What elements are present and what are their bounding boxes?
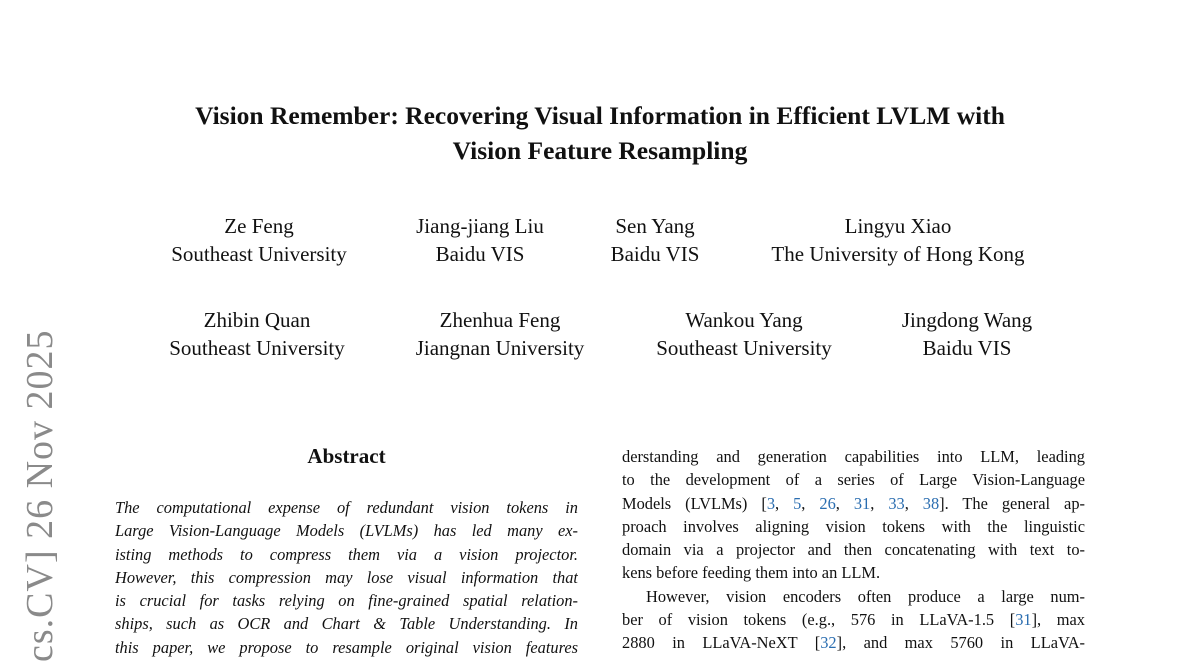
author-block [402, 306, 598, 362]
abstract-line: this paper, we propose to resample original vision features [115, 637, 578, 657]
introduction-body [622, 445, 1085, 655]
author-name: Wankou Yang [685, 308, 803, 332]
author-affiliation: Southeast University [171, 242, 347, 266]
author-name: Zhibin Quan [203, 308, 311, 332]
intro-line: domain via a projector and then concatenating with text to- [622, 540, 1085, 560]
author-block [600, 212, 710, 268]
intro-line: However, vision encoders often produce a large num- [646, 586, 1085, 606]
abstract-line: Large Vision-Language Models (LVLMs) has led many ex- [115, 521, 578, 541]
paper-title-line-1: Vision Remember: Recovering Visual Information in Efficient LVLM with [195, 101, 1005, 130]
author-name: Ze Feng [224, 214, 294, 238]
author-affiliation: Baidu VIS [610, 242, 700, 266]
citation-link[interactable]: 38 [922, 493, 940, 513]
intro-line: 2880 in LLaVA-NeXT [32], and max 5760 in LLaVA- [622, 633, 1085, 653]
abstract-body [115, 496, 578, 659]
author-block [405, 212, 555, 268]
author-affiliation: Baidu VIS [435, 242, 525, 266]
paper-title-line-2: Vision Feature Resampling [452, 136, 748, 165]
author-block [160, 212, 358, 268]
intro-line: ber of vision tokens (e.g., 576 in LLaVA-1.5 [31], max [622, 610, 1085, 630]
intro-line: derstanding and generation capabilities into LLM, leading [622, 447, 1085, 466]
author-affiliation: Southeast University [656, 336, 832, 360]
citation-link[interactable]: 3 [766, 493, 776, 513]
author-name: Zhenhua Feng [439, 308, 561, 332]
abstract-line: isting methods to compress them via a vision projector. [115, 544, 578, 564]
author-affiliation: The University of Hong Kong [771, 242, 1025, 266]
abstract-line: The computational expense of redundant vision tokens in [115, 498, 578, 517]
citation-link[interactable]: 5 [793, 493, 802, 513]
intro-line: to the development of a series of Large Vision-Language [622, 470, 1085, 490]
author-block [157, 306, 357, 362]
author-name: Sen Yang [615, 214, 695, 238]
intro-line: Models (LVLMs) [3, 5, 26, 31, 33, 38]. The general ap- [622, 493, 1085, 513]
citation-link[interactable]: 31 [853, 493, 871, 513]
citation-link[interactable]: 26 [819, 493, 836, 513]
arxiv-side-identifier: cs.CV] 26 Nov 2025 [19, 329, 61, 662]
abstract-heading: Abstract [307, 444, 386, 468]
paper-title [100, 98, 1100, 168]
author-name: Lingyu Xiao [844, 214, 952, 238]
abstract-line: ships, such as OCR and Chart & Table Understanding. In [115, 614, 578, 634]
abstract-line: is crucial for tasks relying on fine-grained spatial relation- [115, 591, 578, 611]
citation-link[interactable]: 31 [1015, 610, 1032, 630]
author-affiliation: Southeast University [169, 336, 345, 360]
author-block [644, 306, 844, 362]
author-block [890, 306, 1044, 362]
intro-line: proach involves aligning vision tokens with the linguistic [622, 516, 1085, 536]
author-name: Jiang-jiang Liu [416, 214, 544, 238]
author-name: Jingdong Wang [901, 308, 1033, 332]
abstract-line: However, this compression may lose visual information that [115, 567, 578, 587]
author-block [755, 212, 1041, 268]
citation-link[interactable]: 33 [888, 493, 905, 513]
author-affiliation: Jiangnan University [415, 336, 585, 360]
intro-line: kens before feeding them into an LLM. [622, 563, 881, 583]
author-affiliation: Baidu VIS [922, 336, 1012, 360]
citation-link[interactable]: 32 [820, 633, 837, 653]
